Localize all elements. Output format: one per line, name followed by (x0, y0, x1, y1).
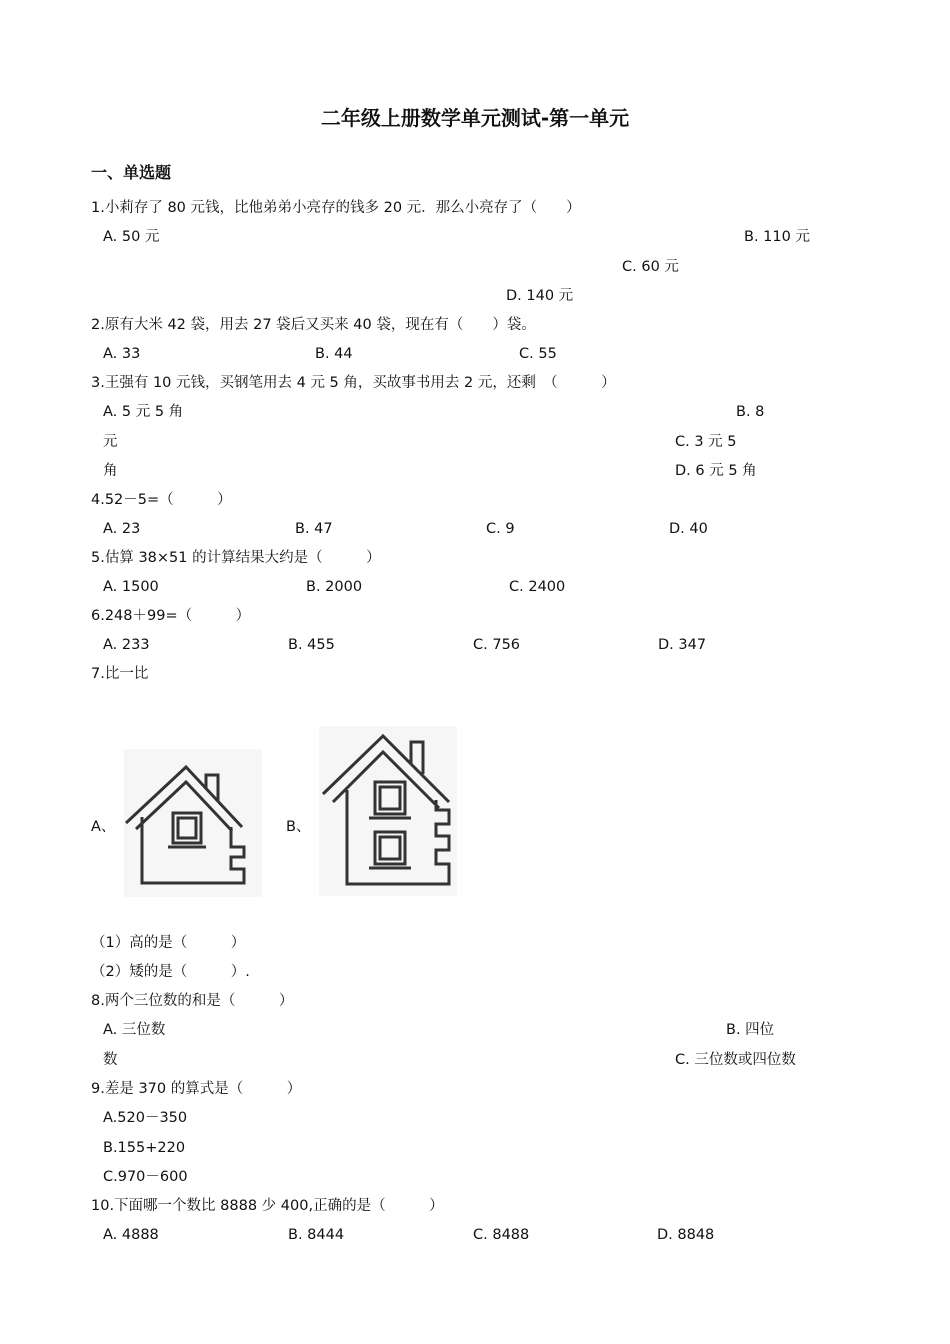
q3-option-b-cont[interactable]: 元 (103, 434, 118, 450)
small-house-image (124, 749, 262, 897)
q6-option-c[interactable]: C. 756 (473, 637, 521, 653)
q1-option-b[interactable]: B. 110 元 (744, 229, 810, 245)
q3-option-c[interactable]: C. 3 元 5 (675, 434, 737, 450)
q10-stem: 10.下面哪一个数比 8888 少 400,正确的是（ ） (91, 1198, 444, 1214)
q10-option-b[interactable]: B. 8444 (288, 1227, 345, 1243)
q7-stem: 7.比一比 (91, 666, 149, 682)
q3-option-d[interactable]: D. 6 元 5 角 (675, 463, 757, 479)
q9-option-c[interactable]: C.970－600 (103, 1169, 188, 1185)
q8-option-a[interactable]: A. 三位数 (103, 1022, 166, 1038)
q4-option-c[interactable]: C. 9 (486, 521, 515, 537)
q6-option-b[interactable]: B. 455 (288, 637, 335, 653)
q7-sub2: （2）矮的是（ ）. (91, 964, 250, 980)
q3-option-b[interactable]: B. 8 (736, 404, 765, 420)
q5-option-a[interactable]: A. 1500 (103, 579, 159, 595)
q2-stem: 2.原有大米 42 袋，用去 27 袋后又买来 40 袋，现在有（ ）袋。 (91, 317, 536, 333)
q5-option-b[interactable]: B. 2000 (306, 579, 363, 595)
q3-option-a[interactable]: A. 5 元 5 角 (103, 404, 184, 420)
q1-option-c[interactable]: C. 60 元 (622, 259, 679, 275)
q3-option-c-cont[interactable]: 角 (103, 463, 118, 479)
q9-option-b[interactable]: B.155+220 (103, 1140, 186, 1156)
tall-house-image (319, 726, 457, 896)
q7-label-b: B、 (286, 819, 311, 835)
q2-option-c[interactable]: C. 55 (519, 346, 557, 362)
q2-option-b[interactable]: B. 44 (315, 346, 353, 362)
q4-stem: 4.52－5=（ ） (91, 492, 232, 508)
q5-option-c[interactable]: C. 2400 (509, 579, 566, 595)
q9-stem: 9.差是 370 的算式是（ ） (91, 1081, 302, 1097)
q8-stem: 8.两个三位数的和是（ ） (91, 993, 294, 1009)
q7-label-a: A、 (91, 819, 116, 835)
q1-option-a[interactable]: A. 50 元 (103, 229, 160, 245)
q8-option-c[interactable]: C. 三位数或四位数 (675, 1052, 796, 1068)
q3-stem: 3.王强有 10 元钱，买钢笔用去 4 元 5 角，买故事书用去 2 元，还剩 （ ） (91, 375, 616, 391)
section-heading: 一、单选题 (91, 163, 172, 182)
q7-sub1: （1）高的是（ ） (91, 935, 246, 951)
q6-stem: 6.248＋99=（ ） (91, 608, 251, 624)
q10-option-c[interactable]: C. 8488 (473, 1227, 530, 1243)
page-title: 二年级上册数学单元测试-第一单元 (320, 106, 630, 130)
q9-option-a[interactable]: A.520－350 (103, 1110, 188, 1126)
q1-option-d[interactable]: D. 140 元 (506, 288, 574, 304)
q4-option-b[interactable]: B. 47 (295, 521, 333, 537)
q1-stem: 1.小莉存了 80 元钱，比他弟弟小亮存的钱多 20 元．那么小亮存了（ ） (91, 200, 581, 216)
q4-option-d[interactable]: D. 40 (669, 521, 708, 537)
q5-stem: 5.估算 38×51 的计算结果大约是（ ） (91, 550, 381, 566)
q2-option-a[interactable]: A. 33 (103, 346, 141, 362)
q8-option-b-cont[interactable]: 数 (103, 1052, 118, 1068)
q4-option-a[interactable]: A. 23 (103, 521, 141, 537)
q6-option-a[interactable]: A. 233 (103, 637, 150, 653)
q10-option-d[interactable]: D. 8848 (657, 1227, 715, 1243)
q10-option-a[interactable]: A. 4888 (103, 1227, 159, 1243)
q8-option-b[interactable]: B. 四位 (726, 1022, 775, 1038)
q6-option-d[interactable]: D. 347 (658, 637, 707, 653)
